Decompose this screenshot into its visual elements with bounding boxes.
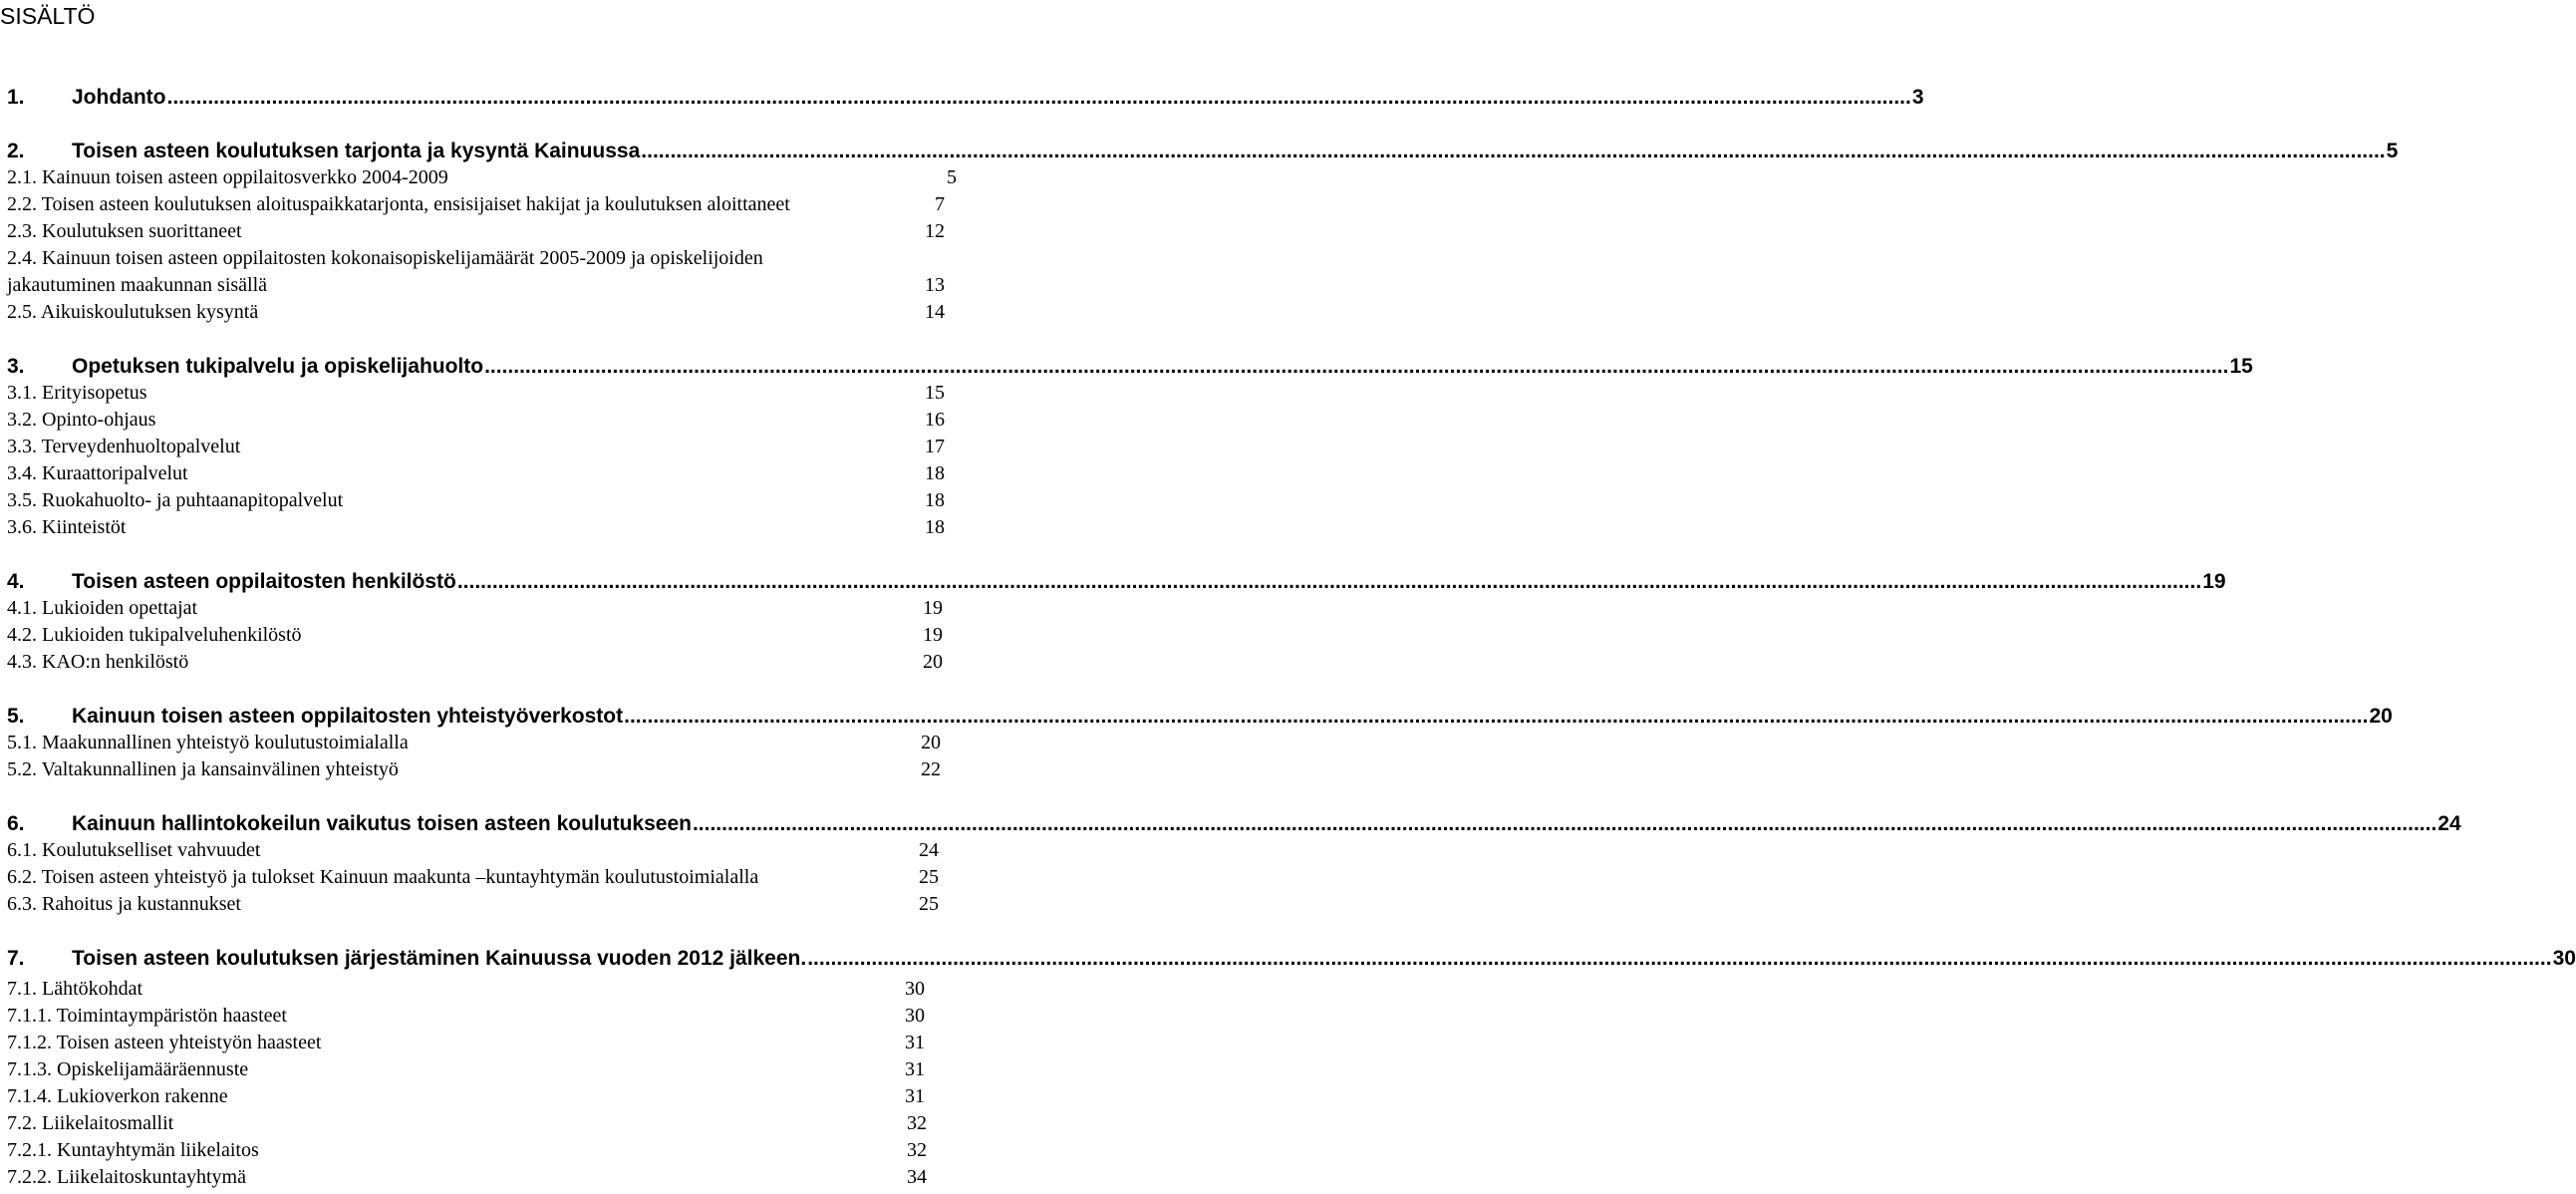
- toc-section-entry[interactable]: [0, 191, 957, 218]
- page-number: 19: [923, 597, 943, 619]
- dot-leader: ............................................................................................................................................................................................................................................................................................................: [484, 355, 2229, 378]
- page-number: 16: [925, 409, 945, 431]
- toc-section-entry[interactable]: [0, 1003, 957, 1030]
- page-number: 15: [925, 382, 945, 404]
- toc-chapter-entry[interactable]: [0, 703, 2393, 731]
- section-title: 4.2. Lukioiden tukipalveluhenkilöstö: [7, 624, 302, 646]
- toc-section-entry[interactable]: [0, 245, 957, 272]
- dot-leader: ............................................................................................................................................................................................................................................................................................................: [166, 86, 1911, 109]
- toc-section-entry[interactable]: [0, 299, 957, 326]
- page-number: 18: [925, 462, 945, 484]
- toc-chapter-entry[interactable]: [0, 945, 2576, 973]
- toc-section-entry[interactable]: [0, 649, 957, 676]
- page-number: 34: [907, 1166, 927, 1188]
- toc-section-entry[interactable]: [0, 730, 957, 756]
- section-title: 2.2. Toisen asteen koulutuksen aloituspaikkatarjonta, ensisijaiset hakijat ja koulutuksen aloittaneet: [7, 193, 790, 215]
- toc-title: SISÄLTÖ: [0, 3, 96, 29]
- section-title: 2.4. Kainuun toisen asteen oppilaitosten kokonaisopiskelijamäärät 2005-2009 ja opiskelijoiden: [7, 247, 763, 269]
- page-number: 19: [2202, 570, 2226, 593]
- section-title: 5.1. Maakunnallinen yhteistyö koulutustoimialalla: [7, 732, 409, 753]
- section-title: 7.2. Liikelaitosmallit: [7, 1112, 174, 1134]
- section-title: 2.1. Kainuun toisen asteen oppilaitosverkko 2004-2009: [7, 166, 448, 188]
- page-number: 22: [921, 758, 941, 780]
- chapter-number: 2.: [7, 140, 25, 162]
- section-title: 3.6. Kiinteistöt: [7, 516, 127, 538]
- page-number: 32: [907, 1112, 927, 1134]
- page-number: 5: [947, 166, 957, 188]
- page-number: 31: [905, 1085, 925, 1107]
- page-number: 30: [905, 1005, 925, 1027]
- section-title: 5.2. Valtakunnallinen ja kansainvälinen yhteistyö: [7, 758, 399, 780]
- page-number: 30: [2552, 947, 2576, 970]
- toc-section-entry[interactable]: [0, 891, 957, 918]
- toc-section-entry[interactable]: [0, 1083, 957, 1110]
- section-title: 3.1. Erityisopetus: [7, 382, 147, 404]
- page-number: 20: [921, 732, 941, 753]
- dot-leader: ............................................................................................................................................................................................................................................................................................................: [641, 140, 2386, 162]
- section-title: 7.2.1. Kuntayhtymän liikelaitos: [7, 1139, 259, 1161]
- chapter-title: Kainuun toisen asteen oppilaitosten yhteistyöverkostot: [72, 705, 624, 728]
- toc-section-entry[interactable]: [0, 514, 957, 541]
- chapter-title: Toisen asteen koulutuksen järjestäminen Kainuussa vuoden 2012 jälkeen.: [72, 947, 807, 970]
- toc-section-entry[interactable]: [0, 837, 957, 864]
- page-number: 17: [925, 436, 945, 457]
- chapter-number: 7.: [7, 947, 25, 970]
- section-title: 7.1.3. Opiskelijamääräennuste: [7, 1058, 249, 1080]
- toc-section-entry[interactable]: [0, 487, 957, 514]
- toc-section-entry[interactable]: [0, 864, 957, 891]
- toc-section-entry[interactable]: [0, 756, 957, 783]
- toc-section-entry[interactable]: [0, 434, 957, 460]
- page-number: 12: [925, 220, 945, 242]
- dot-leader: ............................................................................................................................................................................................................................................................................................................: [624, 705, 2369, 728]
- section-title: 2.5. Aikuiskoulutuksen kysyntä: [7, 301, 259, 323]
- page-number: 13: [925, 274, 945, 296]
- section-title: 6.1. Koulutukselliset vahvuudet: [7, 839, 261, 861]
- chapter-title: Opetuksen tukipalvelu ja opiskelijahuolto: [72, 355, 484, 378]
- toc-section-entry[interactable]: [0, 164, 957, 191]
- page-number: 30: [905, 978, 925, 1000]
- chapter-title: Kainuun hallintokokeilun vaikutus toisen asteen koulutukseen: [72, 812, 692, 835]
- page-number: 5: [2386, 140, 2399, 162]
- toc-chapter-entry[interactable]: [0, 810, 2461, 838]
- section-title: 7.1.4. Lukioverkon rakenne: [7, 1085, 228, 1107]
- section-title: 3.2. Opinto-ohjaus: [7, 409, 156, 431]
- section-title: 3.5. Ruokahuolto- ja puhtaanapitopalvelut: [7, 489, 344, 511]
- toc-section-entry[interactable]: [0, 460, 957, 487]
- toc-chapter-entry[interactable]: [0, 353, 2253, 381]
- page-number: 25: [919, 866, 939, 888]
- toc-section-entry[interactable]: [0, 976, 957, 1003]
- section-title: 4.1. Lukioiden opettajat: [7, 597, 198, 619]
- page-number: 24: [2437, 812, 2461, 835]
- page-number: 31: [905, 1032, 925, 1053]
- chapter-number: 4.: [7, 570, 25, 593]
- toc-section-entry[interactable]: [0, 622, 957, 649]
- toc-section-entry[interactable]: [0, 1110, 957, 1137]
- page-number: 32: [907, 1139, 927, 1161]
- section-title: 3.3. Terveydenhuoltopalvelut: [7, 436, 241, 457]
- page-number: 31: [905, 1058, 925, 1080]
- chapter-number: 3.: [7, 355, 25, 378]
- section-title: 2.3. Koulutuksen suorittaneet: [7, 220, 242, 242]
- section-title: 6.2. Toisen asteen yhteistyö ja tulokset Kainuun maakunta –kuntayhtymän koulutustoimialalla: [7, 866, 759, 888]
- dot-leader: ............................................................................................................................................................................................................................................................................................................: [456, 570, 2202, 593]
- section-title: jakautuminen maakunnan sisällä: [7, 274, 268, 296]
- section-title: 7.1.2. Toisen asteen yhteistyön haasteet: [7, 1032, 322, 1053]
- section-title: 7.2.2. Liikelaitoskuntayhtymä: [7, 1166, 246, 1188]
- section-title: 7.1. Lähtökohdat: [7, 978, 143, 1000]
- toc-section-entry[interactable]: [0, 1056, 957, 1083]
- page-number: 18: [925, 516, 945, 538]
- page-number: 14: [925, 301, 945, 323]
- page-number: 20: [2369, 705, 2393, 728]
- page-number: 18: [925, 489, 945, 511]
- section-title: 7.1.1. Toimintaympäristön haasteet: [7, 1005, 287, 1027]
- toc-section-entry[interactable]: [0, 1137, 957, 1164]
- chapter-number: 6.: [7, 812, 25, 835]
- toc-section-entry[interactable]: [0, 1164, 957, 1191]
- chapter-title: Toisen asteen oppilaitosten henkilöstö: [72, 570, 456, 593]
- section-title: 6.3. Rahoitus ja kustannukset: [7, 893, 241, 915]
- toc-section-entry[interactable]: [0, 218, 957, 245]
- toc-section-entry[interactable]: [0, 380, 957, 407]
- toc-section-entry[interactable]: [0, 407, 957, 434]
- page-number: 19: [923, 624, 943, 646]
- page-number: 25: [919, 893, 939, 915]
- page-number: 20: [923, 651, 943, 673]
- toc-section-entry[interactable]: [0, 1030, 957, 1056]
- page-number: 24: [919, 839, 939, 861]
- toc-section-entry[interactable]: [0, 595, 957, 622]
- page-number: 3: [1911, 86, 1924, 109]
- toc-chapter-entry[interactable]: [0, 138, 2399, 165]
- toc-chapter-entry[interactable]: [0, 568, 2226, 596]
- section-title: 3.4. Kuraattoripalvelut: [7, 462, 188, 484]
- page-number: 7: [935, 193, 945, 215]
- toc-chapter-entry[interactable]: [0, 84, 1924, 112]
- chapter-title: Toisen asteen koulutuksen tarjonta ja kysyntä Kainuussa: [72, 140, 641, 162]
- dot-leader: ............................................................................................................................................................................................................................................................................................................: [692, 812, 2437, 835]
- chapter-title: Johdanto: [72, 86, 166, 109]
- page-number: 15: [2229, 355, 2253, 378]
- chapter-number: 5.: [7, 705, 25, 728]
- toc-section-entry[interactable]: [0, 272, 957, 299]
- section-title: 4.3. KAO:n henkilöstö: [7, 651, 189, 673]
- dot-leader: ............................................................................................................................................................................................................................................................................................................: [807, 947, 2552, 970]
- chapter-number: 1.: [7, 86, 25, 109]
